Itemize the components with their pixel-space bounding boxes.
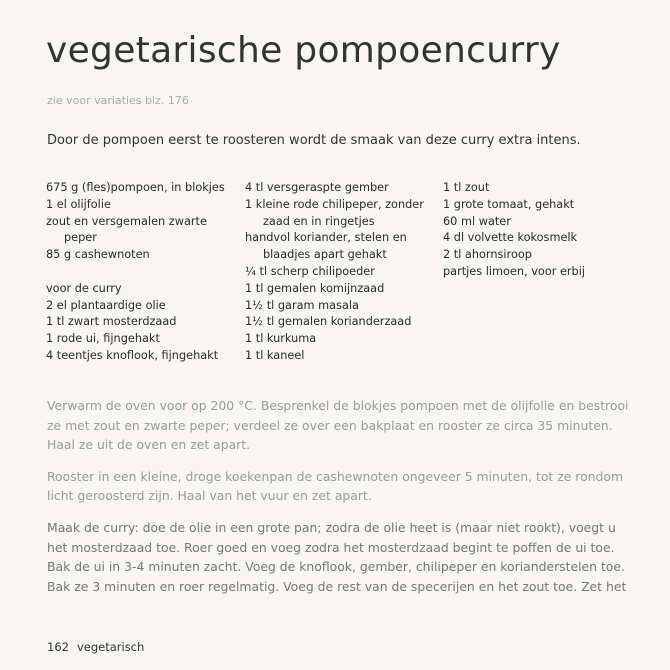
method-paragraph: [47, 518, 647, 596]
ingredients-column-1: [46, 180, 246, 365]
ingredient-line: 1½ tl gemalen korianderzaad: [245, 315, 412, 329]
method-line: licht geroosterd zijn. Haal van het vuur en zet apart.: [47, 488, 372, 504]
method-line: Bak de ui in 3-4 minuten zacht. Voeg de knoflook, gember, chilipeper en korianderstelen toe.: [47, 559, 625, 575]
ingredient-line: 1 tl kaneel: [245, 348, 305, 362]
ingredients-column-2: [245, 180, 445, 365]
method-line: Rooster in een kleine, droge koekenpan de cashewnoten ongeveer 5 minuten, tot ze rondom: [47, 468, 624, 484]
ingredients-column-3: [443, 180, 643, 281]
ingredient-line: 1 tl kurkuma: [245, 332, 317, 346]
page-number: 162: [47, 640, 69, 654]
method-line: ze met zout en zwarte peper; verdeel ze over een bakplaat en rooster ze circa 35 minuten.: [47, 417, 613, 433]
ingredient-spacer: [46, 264, 246, 281]
ingredient-line: 4 tl versgeraspte gember: [245, 181, 389, 194]
section-name: vegetarisch: [76, 640, 145, 654]
ingredient-line: 1 tl zout: [443, 181, 490, 194]
method-paragraph: [47, 467, 647, 506]
ingredient-line: zaad en in ringetjes: [263, 214, 375, 228]
method-paragraph: [47, 396, 647, 455]
ingredient-line: 1 el olijfolie: [46, 197, 111, 211]
ingredient-line: blaadjes apart gehakt: [263, 248, 387, 262]
recipe-title: vegetarische pompoencurry: [46, 30, 561, 71]
method-line: Maak de curry: doe de olie in een grote pan; zodra de olie heet is (maar niet rookt), voegt u: [47, 519, 616, 535]
ingredient-line: 1 grote tomaat, gehakt: [443, 197, 575, 211]
ingredient-line: 85 g cashewnoten: [46, 248, 150, 262]
ingredient-line: ¼ tl scherp chilipoeder: [245, 264, 375, 278]
ingredient-line: 1 tl gemalen komijnzaad: [245, 281, 385, 295]
ingredient-line: 1 rode ui, fijngehakt: [46, 332, 160, 346]
ingredient-line: 675 g (fles)pompoen, in blokjes: [46, 181, 225, 194]
curry-subheading: voor de curry: [46, 281, 122, 295]
ingredient-line: handvol koriander, stelen en: [245, 231, 407, 245]
ingredient-line: partjes limoen, voor erbij: [443, 264, 586, 278]
page-footer: [47, 640, 144, 654]
variations-note: zie voor variaties blz. 176: [47, 94, 189, 107]
method-line: Bak ze 3 minuten en roer regelmatig. Voeg de rest van de specerijen en het zout toe. Zet het: [47, 578, 627, 594]
ingredient-line: 1 tl zwart mosterdzaad: [46, 315, 177, 329]
ingredient-line: 2 tl ahornsiroop: [443, 248, 532, 262]
ingredient-line: zout en versgemalen zwarte: [46, 214, 207, 228]
method-instructions: [47, 396, 647, 608]
ingredient-line: 4 teentjes knoflook, fijngehakt: [46, 348, 219, 362]
ingredient-line: 60 ml water: [443, 214, 511, 228]
ingredient-line: peper: [64, 231, 97, 245]
method-line: Verwarm de oven voor op 200 °C. Besprenkel de blokjes pompoen met de olijfolie en bestrooi: [47, 398, 629, 413]
method-line: Haal ze uit de oven en zet apart.: [47, 437, 251, 453]
intro-text: Door de pompoen eerst te roosteren wordt de smaak van deze curry extra intens.: [47, 133, 581, 148]
ingredient-line: 1½ tl garam masala: [245, 298, 359, 312]
ingredient-line: 4 dl volvette kokosmelk: [443, 231, 578, 245]
ingredient-line: 2 el plantaardige olie: [46, 298, 166, 312]
method-line: het mosterdzaad toe. Roer goed en voeg zodra het mosterdzaad begint te poffen de ui toe.: [47, 539, 615, 555]
ingredient-line: 1 kleine rode chilipeper, zonder: [245, 197, 424, 211]
